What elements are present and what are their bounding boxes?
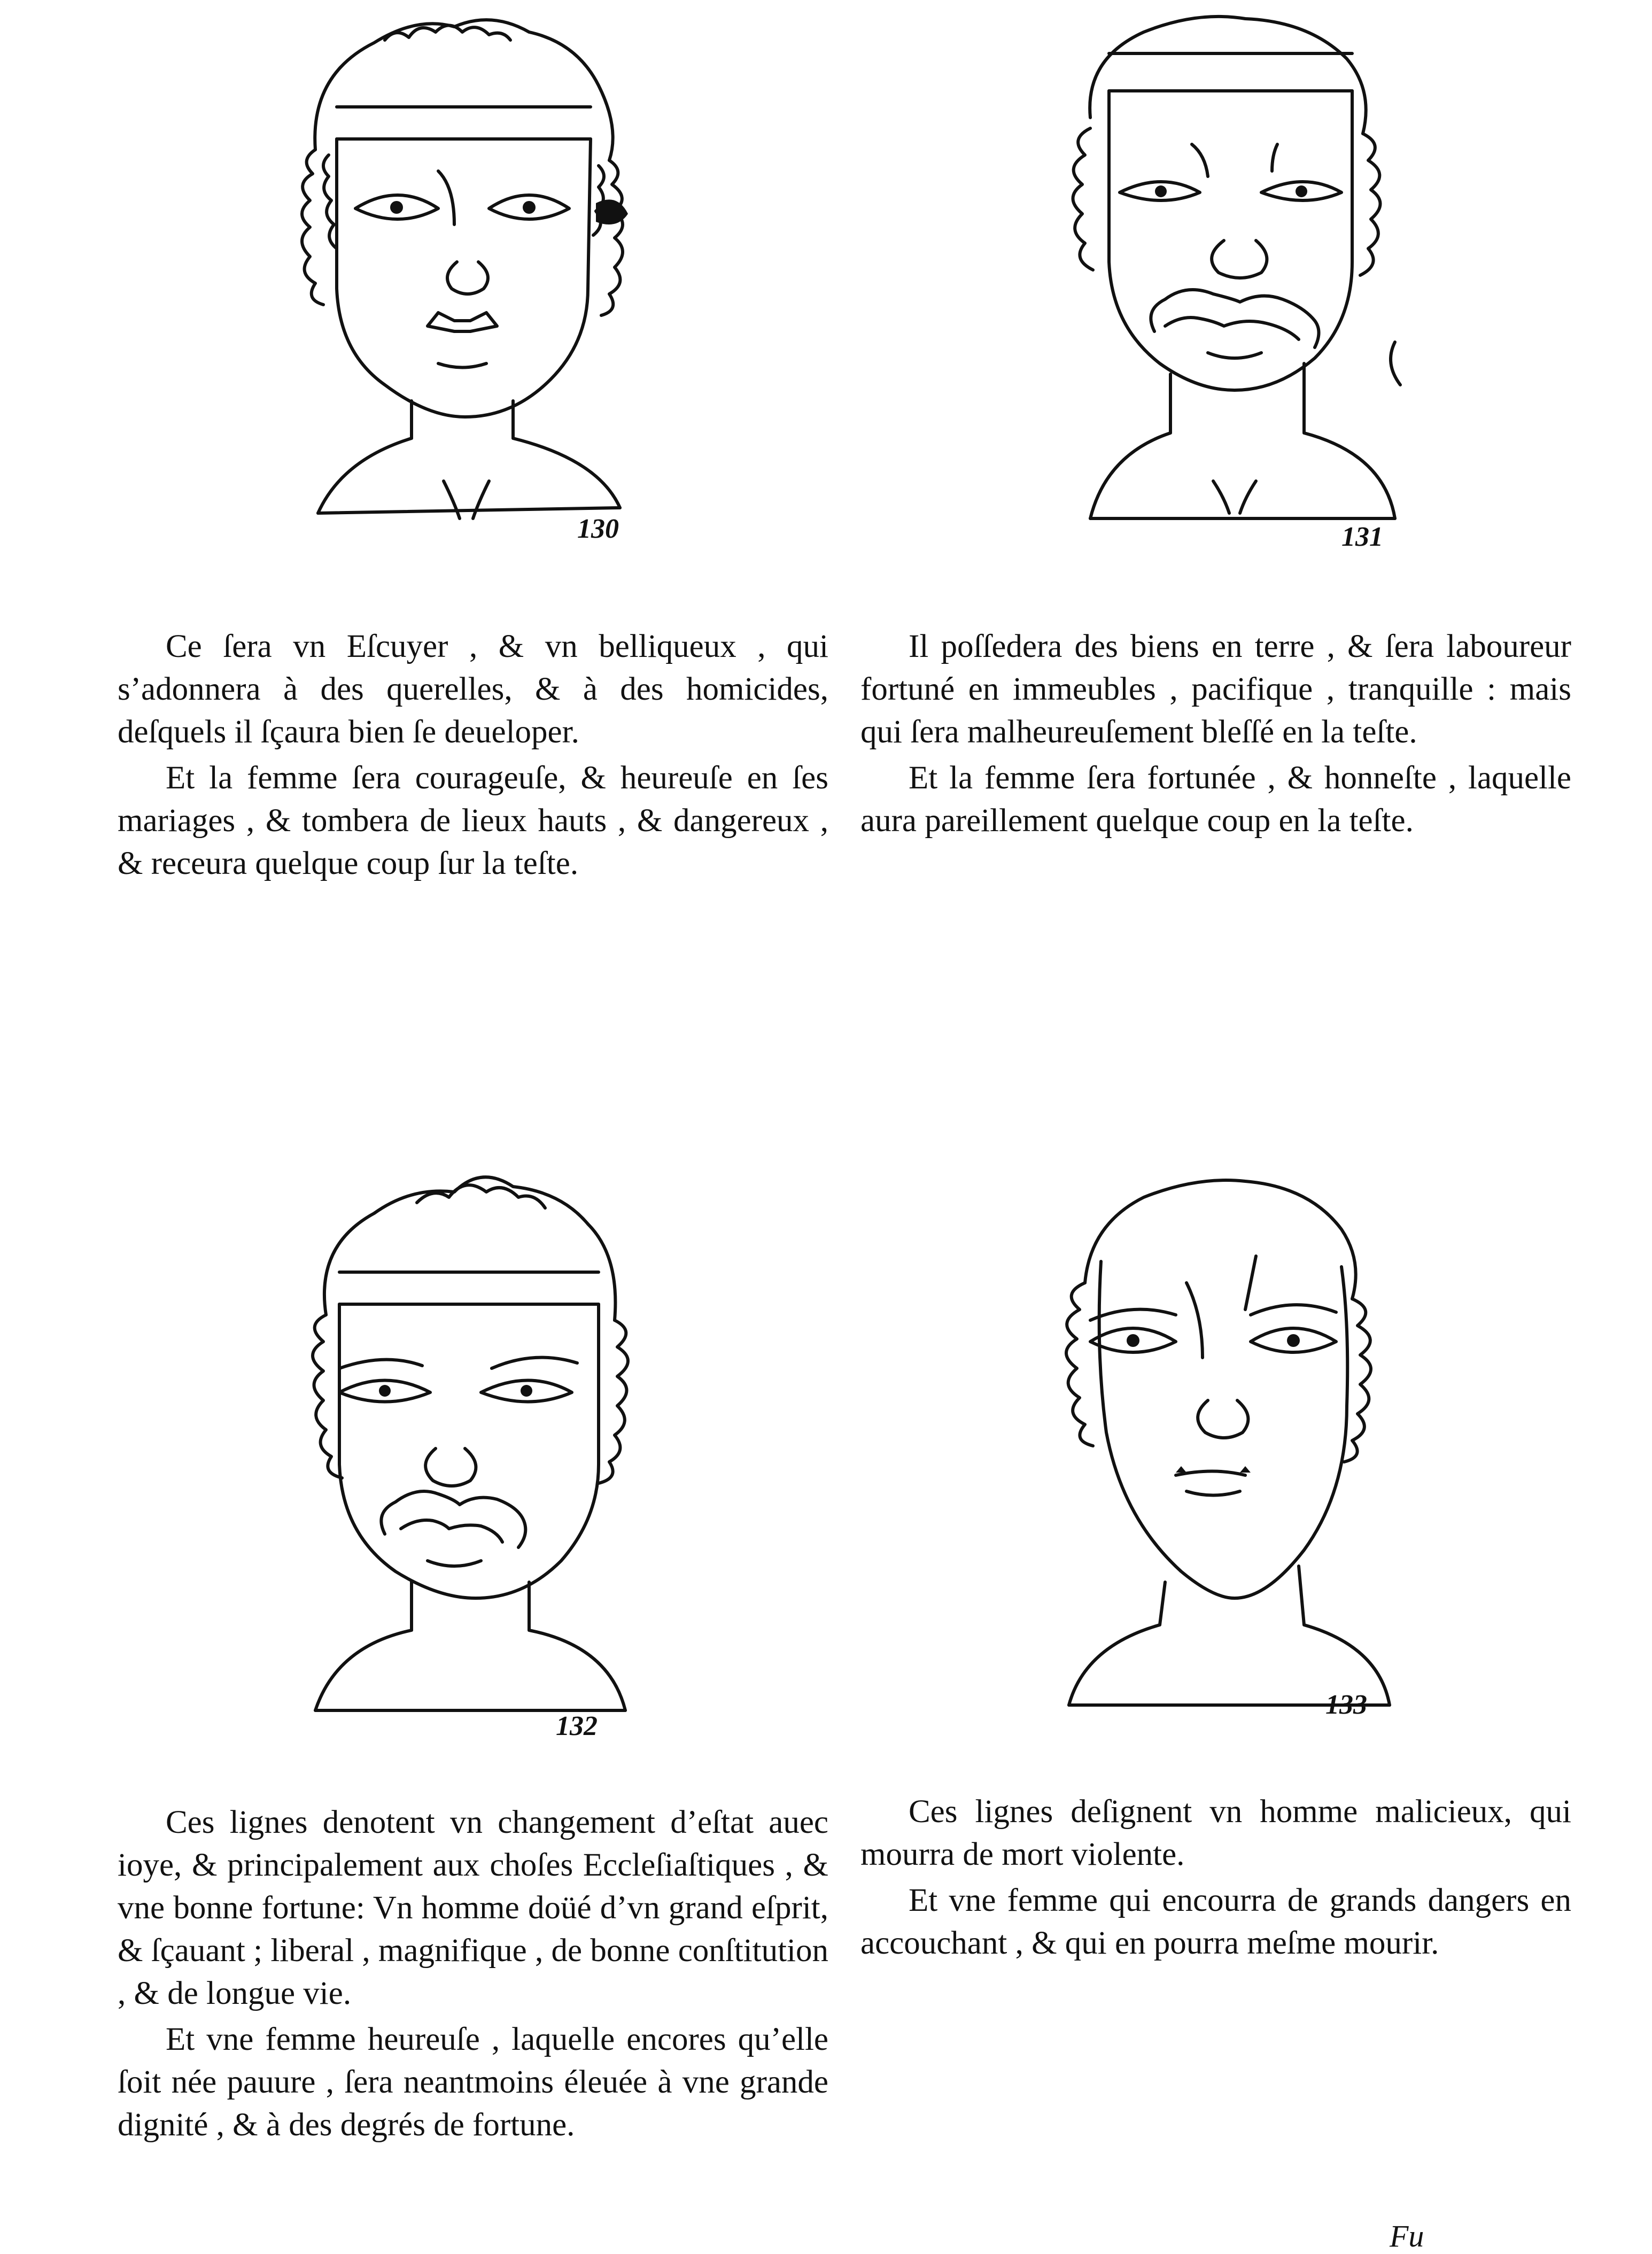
caption-paragraph: Et la femme ſera courageuſe, & heureuſe en ſes mariages , & tombera de lieux hauts , & dangereux , & receura quelque coup ſur la teſte. <box>118 760 828 881</box>
caption-paragraph: Il poſſedera des biens en terre , & ſera laboureur fortuné en immeubles , pacifique , tranquille : mais qui ſera malheureuſement bleſſé en la teſte. <box>860 629 1571 750</box>
figure-number: 133 <box>1325 1690 1367 1720</box>
caption-paragraph: Et vne femme heureuſe , laquelle encores qu’elle ſoit née pauure , ſera neantmoins éleuée à vne grande dignité , & à des degrés de fortune. <box>118 2021 828 2143</box>
caption-133 <box>860 1791 1571 1968</box>
caption-132 <box>118 1801 828 2150</box>
caption-paragraph: Ce ſera vn Eſcuyer , & vn belliqueux , qui s’adonnera à des querelles, & à des homicides, deſquels il ſçaura bien ſe deueloper. <box>118 629 828 750</box>
caption-paragraph: Et la femme ſera fortunée , & honneſte , laquelle aura pareillement quelque coup en la teſte. <box>860 760 1571 839</box>
face-figure-133 <box>1021 1176 1438 1732</box>
face-illustration <box>1021 1176 1438 1732</box>
face-illustration <box>278 11 695 551</box>
catchword: Fu <box>1390 2219 1424 2253</box>
caption-paragraph: Ces lignes deſignent vn homme malicieux, qui mourra de mort violente. <box>860 1794 1571 1872</box>
figure-number: 131 <box>1341 522 1383 552</box>
face-figure-132 <box>278 1165 705 1741</box>
face-illustration <box>1021 11 1448 551</box>
caption-paragraph: Ces lignes denotent vn changement d’eſtat auec ioye, & principalement aux choſes Eccleſiaſtiques , & vne bonne fortune: Vn homme doüé d’vn grand eſprit, & ſçauant ; liberal , magnifique , de bonne conſtitution , & de longue vie. <box>118 1804 828 2011</box>
figure-number: 130 <box>577 514 619 544</box>
face-illustration <box>278 1165 705 1737</box>
caption-paragraph: Et vne femme qui encourra de grands dangers en accouchant , & qui en pourra meſme mourir. <box>860 1883 1571 1961</box>
face-figure-130 <box>278 11 695 551</box>
caption-130 <box>118 625 828 888</box>
face-figure-131 <box>1021 11 1448 551</box>
figure-number: 132 <box>556 1711 598 1741</box>
caption-131 <box>860 625 1571 846</box>
